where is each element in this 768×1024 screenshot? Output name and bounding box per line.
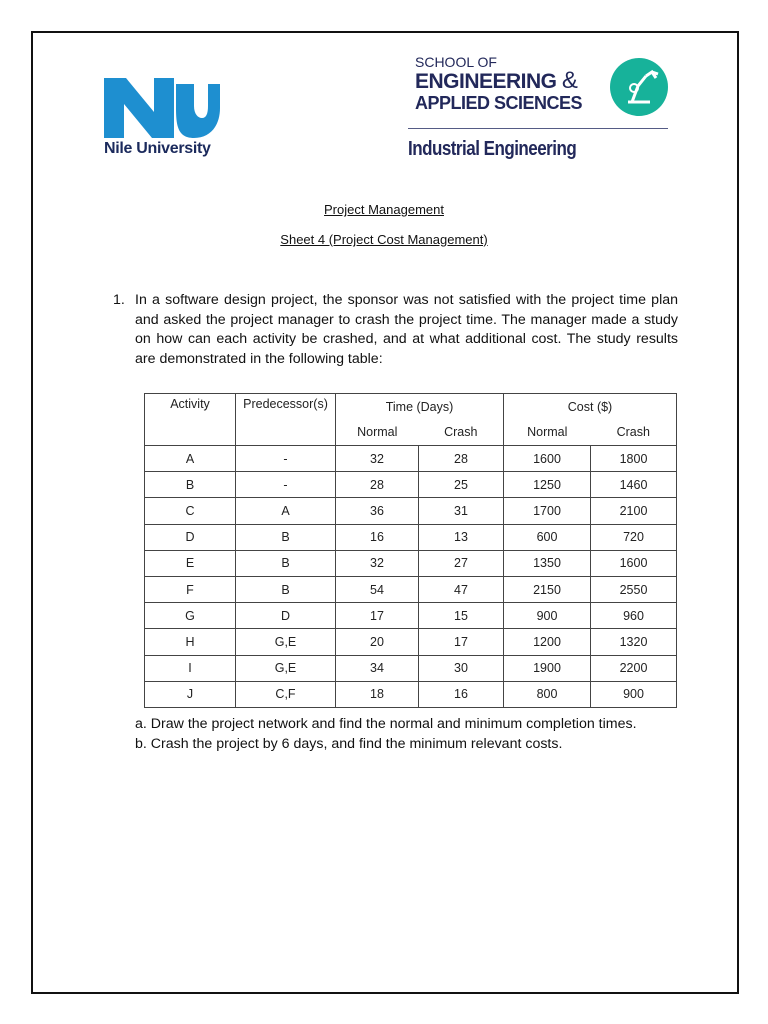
cell-cost-normal: 1700: [504, 498, 591, 524]
cell-time-normal: 54: [336, 576, 419, 602]
cell-time-normal: 32: [336, 446, 419, 472]
cell-predecessors: B: [236, 550, 336, 576]
cell-time-normal: 18: [336, 681, 419, 707]
cell-cost-normal: 600: [504, 524, 591, 550]
cell-cost-normal: 1900: [504, 655, 591, 681]
cell-activity: F: [145, 576, 236, 602]
table-row: [145, 472, 677, 498]
cell-time-crash: 13: [419, 524, 504, 550]
cell-time-crash: 47: [419, 576, 504, 602]
university-name: Nile University: [104, 140, 211, 157]
question-1: [113, 291, 678, 369]
cell-predecessors: A: [236, 498, 336, 524]
cell-activity: G: [145, 603, 236, 629]
cell-cost-crash: 1600: [591, 550, 677, 576]
cell-cost-crash: 900: [591, 681, 677, 707]
header-cost-normal: Normal: [504, 420, 591, 446]
cell-cost-normal: 2150: [504, 576, 591, 602]
subquestions: [135, 714, 637, 754]
sheet-title: Sheet 4 (Project Cost Management): [280, 232, 488, 247]
activity-table: [144, 393, 677, 708]
cell-time-crash: 17: [419, 629, 504, 655]
table-row: [145, 498, 677, 524]
table-row: [145, 655, 677, 681]
question-text: In a software design project, the sponsor was not satisfied with the project time plan and asked the project manager to crash the project time. The manager made a study on how can each activity be crashed, and at what additional cost. The study results are demonstrated in the following table:: [135, 292, 678, 367]
cell-cost-crash: 1320: [591, 629, 677, 655]
cell-predecessors: -: [236, 446, 336, 472]
cell-activity: E: [145, 550, 236, 576]
cell-time-normal: 28: [336, 472, 419, 498]
nile-university-logo: [104, 78, 220, 138]
cell-predecessors: B: [236, 576, 336, 602]
cell-cost-crash: 2550: [591, 576, 677, 602]
subquestion-b: b. Crash the project by 6 days, and find the minimum relevant costs.: [135, 736, 563, 752]
cell-time-crash: 31: [419, 498, 504, 524]
table-row: [145, 446, 677, 472]
cell-predecessors: G,E: [236, 629, 336, 655]
cell-predecessors: -: [236, 472, 336, 498]
cell-time-crash: 25: [419, 472, 504, 498]
cell-cost-normal: 1200: [504, 629, 591, 655]
header-time-crash: Crash: [419, 420, 504, 446]
cell-cost-crash: 2200: [591, 655, 677, 681]
cell-activity: H: [145, 629, 236, 655]
cell-cost-normal: 1350: [504, 550, 591, 576]
cell-predecessors: D: [236, 603, 336, 629]
school-logo-text: [415, 55, 582, 113]
cell-activity: A: [145, 446, 236, 472]
cell-activity: I: [145, 655, 236, 681]
cell-time-normal: 36: [336, 498, 419, 524]
cell-cost-normal: 1600: [504, 446, 591, 472]
cell-cost-crash: 960: [591, 603, 677, 629]
table-row: [145, 629, 677, 655]
school-line-1: SCHOOL OF: [415, 54, 497, 70]
school-line-3: APPLIED SCIENCES: [415, 93, 583, 113]
cell-cost-crash: 1800: [591, 446, 677, 472]
table-row: [145, 681, 677, 707]
cell-cost-normal: 800: [504, 681, 591, 707]
cell-activity: C: [145, 498, 236, 524]
cell-time-normal: 17: [336, 603, 419, 629]
cell-time-crash: 16: [419, 681, 504, 707]
cell-time-normal: 34: [336, 655, 419, 681]
cell-time-crash: 27: [419, 550, 504, 576]
table-row: [145, 576, 677, 602]
cell-time-crash: 30: [419, 655, 504, 681]
cell-predecessors: C,F: [236, 681, 336, 707]
cell-time-crash: 15: [419, 603, 504, 629]
course-title: Project Management: [324, 202, 444, 217]
cell-predecessors: B: [236, 524, 336, 550]
cell-cost-crash: 1460: [591, 472, 677, 498]
cell-cost-crash: 720: [591, 524, 677, 550]
header-activity: Activity: [145, 394, 236, 446]
cell-activity: B: [145, 472, 236, 498]
cell-cost-crash: 2100: [591, 498, 677, 524]
cell-cost-normal: 900: [504, 603, 591, 629]
cell-time-normal: 32: [336, 550, 419, 576]
cell-cost-normal: 1250: [504, 472, 591, 498]
question-number: 1.: [113, 292, 125, 308]
ampersand: &: [561, 67, 578, 94]
cell-predecessors: G,E: [236, 655, 336, 681]
table-row: [145, 550, 677, 576]
header-time-normal: Normal: [336, 420, 419, 446]
header-divider: [408, 128, 668, 129]
table-row: [145, 524, 677, 550]
cell-time-normal: 16: [336, 524, 419, 550]
cell-activity: D: [145, 524, 236, 550]
header-cost: Cost ($): [504, 394, 677, 420]
header-time: Time (Days): [336, 394, 504, 420]
cell-time-crash: 28: [419, 446, 504, 472]
header-cost-crash: Crash: [591, 420, 677, 446]
school-line-2: ENGINEERING: [415, 70, 557, 93]
header-predecessors: Predecessor(s): [236, 394, 336, 446]
cell-time-normal: 20: [336, 629, 419, 655]
department-name: Industrial Engineering: [408, 138, 577, 160]
robot-arm-icon: [610, 58, 668, 116]
subquestion-a: a. Draw the project network and find the normal and minimum completion times.: [135, 716, 637, 732]
cell-activity: J: [145, 681, 236, 707]
table-row: [145, 603, 677, 629]
